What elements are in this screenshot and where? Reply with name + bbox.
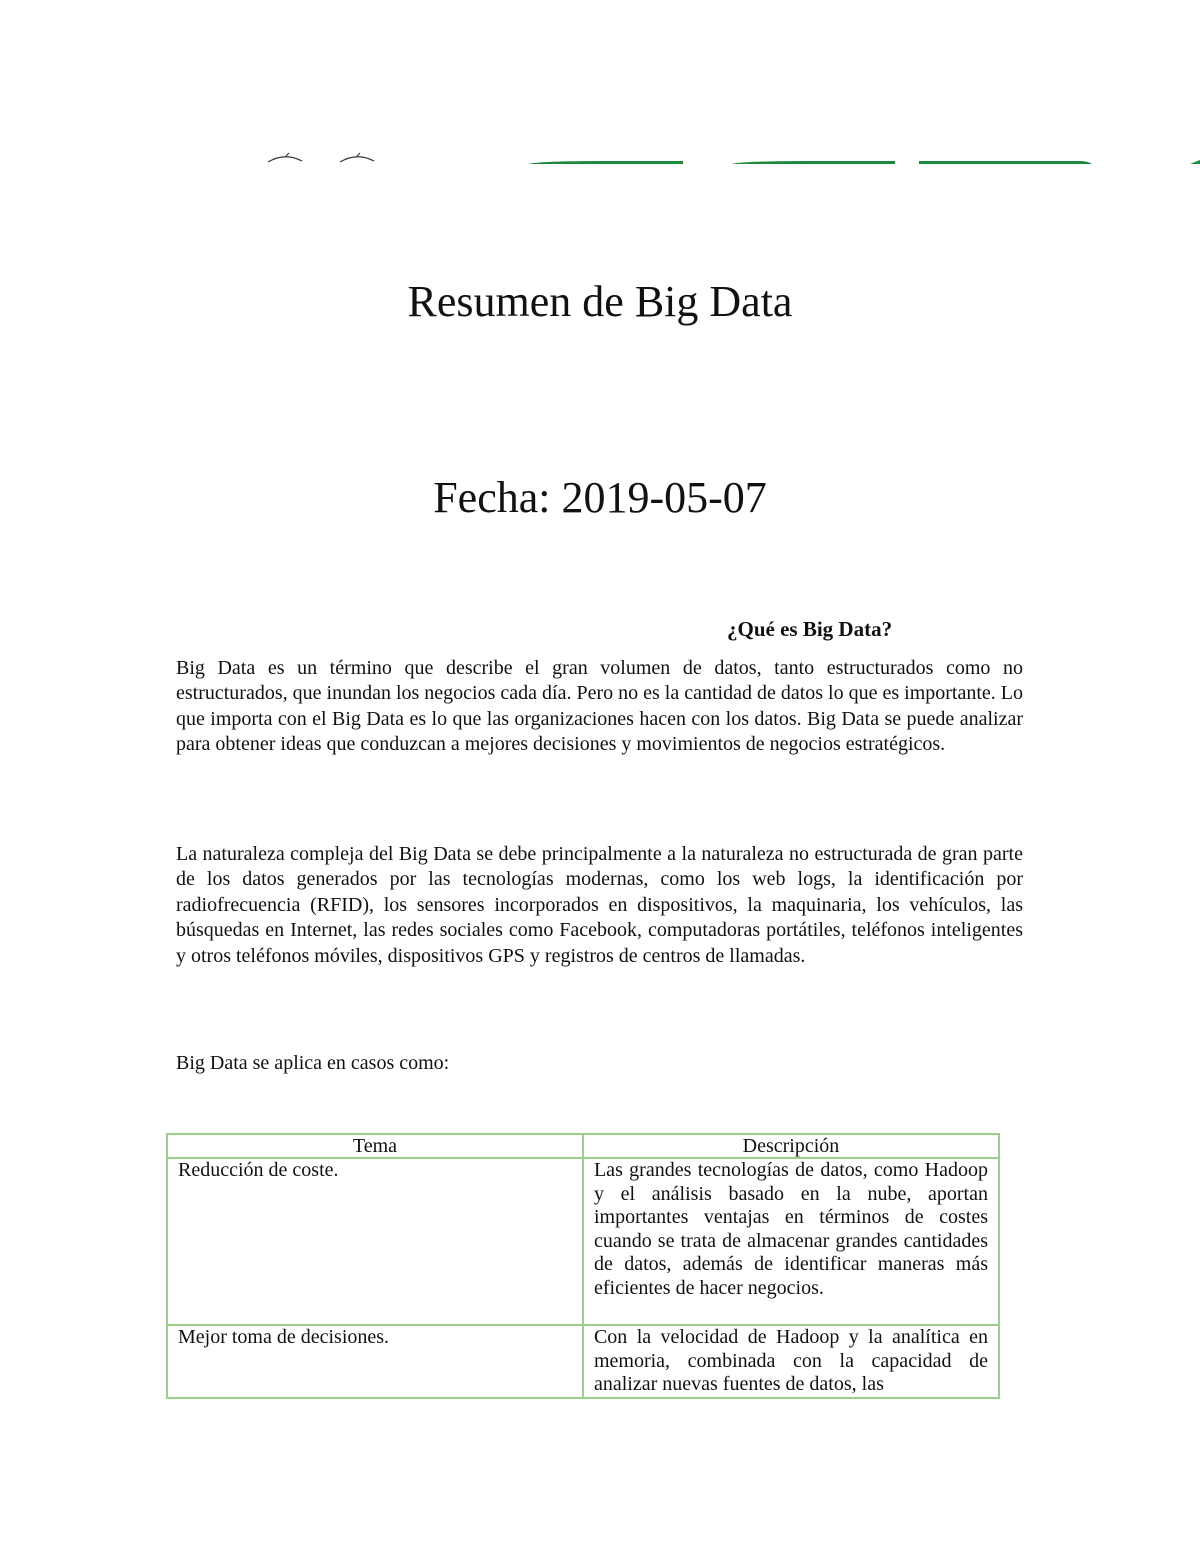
column-header-descripcion: Descripción (583, 1134, 999, 1158)
table-row (167, 1158, 999, 1325)
column-header-tema: Tema (167, 1134, 583, 1158)
document-date: Fecha: 2019-05-07 (433, 473, 767, 522)
use-cases-table (166, 1133, 1000, 1399)
paragraph-nature: La naturaleza compleja del Big Data se debe principalmente a la naturaleza no estructurada de gran parte de los datos generados por las tecnologías modernas, como los web logs, la identificación por radiofrecuencia (RFID), los sensores incorporados en dispositivos, la maquinaria, los vehículos, las búsquedas en Internet, las redes sociales como Facebook, computadoras portátiles, teléfonos inteligentes y otros teléfonos móviles, dispositivos GPS y registros de centros de llamadas. (176, 843, 1023, 967)
table-cell-descripcion: Las grandes tecnologías de datos, como Hadoop y el análisis basado en la nube, aportan importantes ventajas en términos de costes cuando se trata de almacenar grandes cantidades de datos, además de identificar maneras más eficientes de hacer negocios. (583, 1158, 999, 1325)
table-cell-descripcion: Con la velocidad de Hadoop y la analítica en memoria, combinada con la capacidad de analizar nuevas fuentes de datos, las (583, 1325, 999, 1398)
section-heading: ¿Qué es Big Data? (727, 617, 893, 641)
table-header-row (167, 1134, 999, 1158)
document-title: Resumen de Big Data (407, 277, 793, 326)
table-cell-tema: Reducción de coste. (167, 1158, 583, 1325)
paragraph-definition: Big Data es un término que describe el gran volumen de datos, tanto estructurados como no estructurados, que inundan los negocios cada día. Pero no es la cantidad de datos lo que es importante. Lo que importa con el Big Data es lo que las organizaciones hacen con los datos. Big Data se puede analizar para obtener ideas que conduzcan a mejores decisiones y movimientos de negocios estratégicos. (176, 657, 1023, 756)
table-row (167, 1325, 999, 1398)
paragraph-applications-intro: Big Data se aplica en casos como: (176, 1052, 450, 1074)
header-decoration (0, 150, 1200, 172)
table-cell-tema: Mejor toma de decisiones. (167, 1325, 583, 1398)
